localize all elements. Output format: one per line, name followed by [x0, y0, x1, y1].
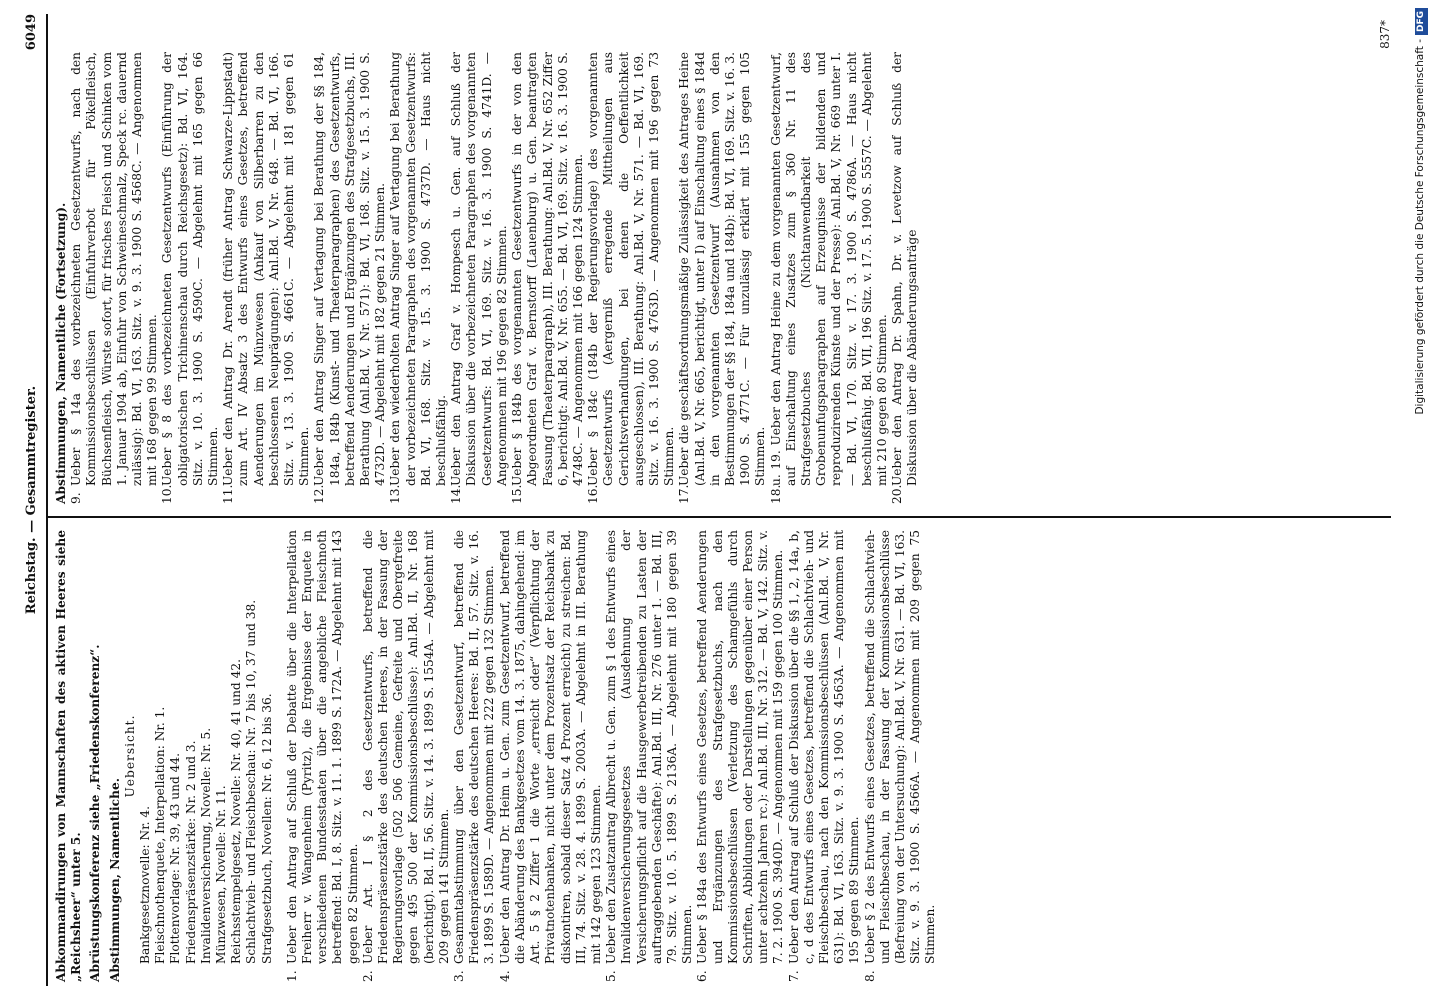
vote-number: 18.: [768, 484, 783, 504]
vote-number: 8.: [862, 970, 877, 982]
vote-text: Ueber § 184c (184b der Regierungsvorlage) des vorgenannten Gesetzentwurfs (Aergerniß erregende Mittheilungen aus Gerichtsverhandlungen, bei denen die Oeffentlichkeit ausgeschlossen), III. Berathung: Anl.Bd. V, Nr. 571. — Bd. VI, 169. Sitz. v. 16. 3. 1900 S. 4763D. — Angenommen mit 196 gegen 73 Stimmen.: [586, 52, 677, 486]
vote-entry: [586, 52, 677, 504]
entry-abruestungskonferenz: Abrüstungskonferenz siehe „Friedenskonferenz“.: [88, 644, 103, 982]
vote-text: Ueber die geschäftsordnungsmäßige Zulässigkeit des Antrages Heine (Anl.Bd. V, Nr. 665, berichtigt, unter I) auf Einschaltung eines § 184d in den vorgenannten Gesetzentwurf (Ausnahmen von den Bestimmungen der §§ 184, 184a und 184b): Bd. VI, 169. Sitz. v. 16. 3. 1900 S. 4771C. — Für unzulässig erklärt mit 155 gegen 105 Stimmen.: [677, 52, 768, 486]
vote-text: Ueber § 2 des Entwurfs eines Gesetzes, betreffend die Schlachtvieh- und Fleischbeschau, in der Fassung der Kommissionsbeschlüsse (Befreiung von der Untersuchung): Anl.Bd. V, Nr. 631. — Bd. VI, 163. Sitz. v. 9. 3. 1900 S. 4566A. — Angenommen mit 209 gegen 75 Stimmen.: [862, 530, 938, 964]
overview-title: Uebersicht.: [122, 714, 137, 798]
vote-entry: [510, 52, 586, 504]
vote-text: Gesammtabstimmung über den Gesetzentwurf, betreffend die Friedenspräsenzstärke des deutschen Heeres: Bd. II, 57. Sitz. v. 16. 3. 1899 S. 1589D. — Angenommen mit 222 gegen 132 Stimmen.: [452, 530, 497, 964]
vote-text: Ueber Art. I § 2 des Gesetzentwurfs, betreffend die Friedenspräsenzstärke des deutschen Heeres, in der Fassung der Regierungsvorlage (502 506 Gemeine, Gefreite und Obergefreite gegen 495 500 der Kommissionsbeschlüsse): Anl.Bd. II, Nr. 168 (berichtigt). Bd. II, 56. Sitz. v. 14. 3. 1899 S. 1554A. — Abgelehnt mit 209 gegen 141 Stimmen.: [360, 530, 451, 964]
vote-number: 6.: [695, 970, 710, 982]
overview-item: Invalidenversicherung, Novelle: Nr. 5.: [198, 727, 213, 964]
vote-entry: [890, 52, 920, 504]
running-title: Reichstag. — Gesammtregister.: [24, 385, 39, 615]
vote-entry: [285, 530, 361, 982]
overview-item: Friedenspräsenzstärke: Nr. 2 und 3.: [183, 740, 198, 964]
vote-text: Ueber den Antrag Dr. Arendt (früher Antrag Schwarze-Lippstadt) zum Art. IV Absatz 3 des Entwurfs eines Gesetzes, betreffend Aenderungen im Münzwesen (Ankauf von Silberbarren zu den beschlossenen Neuprägungen): Anl.Bd. V, Nr. 648. — Bd. VI, 166. Sitz. v. 13. 3. 1900 S. 4661C. — Abgelehnt mit 181 gegen 61 Stimmen.: [221, 52, 312, 486]
vote-text: Ueber den Antrag auf Schluß der Debatte über die Interpellation Freiherr v. Wangenheim (Pyritz), die Ergebnisse der Enquete in verschiedenen Bundesstaaten über die angebliche Fleischnoth betreffend: Bd. I, 8. Sitz. v. 11. 1. 1899 S. 172A. — Abgelehnt mit 143 gegen 82 Stimmen.: [284, 530, 360, 964]
vote-text: Ueber § 184a des Entwurfs eines Gesetzes, betreffend Aenderungen und Ergänzungen des Strafgesetzbuchs, nach den Kommissionsbeschlüssen (Verletzung des Schamgefühls durch Schriften, Abbildungen oder Darstellungen gegenüber einer Person unter achtzehn Jahren rc.): Anl.Bd. III, Nr. 312. — Bd. V, 142. Sitz. v. 7. 2. 1900 S. 3940D. — Angenommen mit 159 gegen 100 Stimmen.: [695, 530, 786, 964]
continued-heading: Abstimmungen, Namentliche (Fortsetzung).: [54, 202, 68, 504]
vote-number: 14.: [449, 484, 464, 504]
column-divider: [46, 516, 1391, 518]
vote-entry: [452, 530, 498, 982]
vote-number: 3.: [452, 970, 467, 982]
vote-number: 11.: [221, 484, 236, 504]
vote-text: Ueber den wiederholten Antrag Singer auf Vertagung bei Berathung der vorbezeichneten Paragraphen des vorgenannten Gesetzentwurfs: Bd. VI, 168. Sitz. v. 15. 3. 1900 S. 4737D. — Haus nicht beschlußfähig.: [388, 52, 449, 486]
overview-item: Bankgesetznovelle: Nr. 4.: [138, 805, 153, 964]
vote-entry: [388, 52, 449, 504]
vote-entry: [221, 52, 312, 504]
vote-entry: [69, 52, 160, 504]
entry-abkommandierungen: Abkommandirungen von Mannschaften des aktiven Heeres siehe „Reichsheer“ unter 5.: [54, 530, 84, 982]
overview-item: Münzwesen, Novelle: Nr. 11.: [214, 785, 229, 964]
vote-text: Ueber § 184b des vorgenannten Gesetzentwurfs in der von den Abgeordneten Graf v. Bernstorff (Lauenburg) u. Gen. beantragten Fassung (Theaterparagraph), III. Berathung: Anl.Bd. V, Nr. 652 Ziffer 6, berichtigt: Anl.Bd. V, Nr. 655. — Bd. VI, 169. Sitz. v. 16. 3. 1900 S. 4748C. — Angenommen mit 166 gegen 124 Stimmen.: [510, 52, 585, 486]
vote-number: 15.: [510, 484, 525, 504]
vote-number: 2.: [360, 970, 375, 982]
vote-number: 20.: [890, 484, 905, 504]
vote-number: 7.: [786, 970, 801, 982]
left-column: [54, 530, 939, 982]
vote-text: Ueber den Antrag Dr. Heim u. Gen. zum Gesetzentwurf, betreffend die Abänderung des Bankgesetzes vom 14. 3. 1875, dahingehend: im Art. 5 § 2 Ziffer 1 die Worte „erreicht oder“ (Verpflichtung der Privatnotenbanken, nicht unter dem Prozentsatz der Reichsbank zu diskontiren, sobald dieser Satz 4 Prozent erreicht) zu streichen: Bd. III, 74. Sitz. v. 28. 4. 1899 S. 2003A. — Abgelehnt in III. Berathung mit 142 gegen 123 Stimmen.: [497, 530, 603, 964]
vote-entry: [863, 530, 939, 982]
overview-item: Reichsstempelgesetz, Novelle: Nr. 40, 41 und 42.: [229, 659, 244, 964]
vote-text: Ueber § 8 des vorbezeichneten Gesetzentwurfs (Einführung der obligatorischen Trichinenschau durch Reichsgesetz): Bd. VI, 164. Sitz. v. 10. 3. 1900 S. 4590C. — Abgelehnt mit 165 gegen 66 Stimmen.: [160, 52, 221, 486]
vote-number: 9.: [69, 492, 84, 504]
vote-number: 4.: [497, 970, 512, 982]
vote-text: Ueber den Antrag Graf v. Hompesch u. Gen. auf Schluß der Diskussion über die vorbezeichneten Paragraphen des vorgenannten Gesetzentwurfs: Bd. VI, 169. Sitz. v. 16. 3. 1900 S. 4741D. — Angenommen mit 196 gegen 82 Stimmen.: [449, 52, 509, 486]
overview-item: Strafgesetzbuch, Novellen: Nr. 6, 12 bis 36.: [259, 693, 274, 964]
overview-item: Flottenvorlage: Nr. 39, 43 und 44.: [168, 752, 183, 964]
page-number: 6049: [24, 14, 39, 51]
vote-text: Ueber den Antrag Singer auf Vertagung bei Berathung der §§ 184, 184a, 184b (Kunst- und Theaterparagraphen) des Gesetzentwurfs, betreffend Aenderungen und Ergänzungen des Strafgesetzbuchs, III. Berathung (Anl.Bd. V, Nr. 571): Bd. VI, 168. Sitz. v. 15. 3. 1900 S. 4732D. — Abgelehnt mit 182 gegen 21 Stimmen.: [312, 52, 388, 486]
vote-text: Ueber den Zusatzantrag Albrecht u. Gen. zum § 1 des Entwurfs eines Invalidenversicherungsgesetzes (Ausdehnung der Versicherungspflicht auf die Hausgewerbetreibenden zu Lasten der auftraggebenden Geschäfte): Anl.Bd. III, Nr. 276 unter 1. — Bd. III, 79. Sitz. v. 10. 5. 1899 S. 2136A. — Abgelehnt mit 180 gegen 39 Stimmen.: [604, 530, 695, 964]
vote-number: 17.: [677, 484, 692, 504]
overview-list: [138, 530, 275, 982]
vote-text: Ueber § 14a des vorbezeichneten Gesetzentwurfs, nach den Kommissionsbeschlüssen (Einfuhrverbot für Pökelfleisch, Büchsenfleisch, Würste sofort, für frisches Fleisch und Schinken vom 1. Januar 1904 ab, Einfuhr von Schweineschmalz, Speck rc. dauernd zulässig): Bd. VI, 163. Sitz. v. 9. 3. 1900 S. 4568C. — Angenommen mit 168 gegen 99 Stimmen.: [69, 52, 160, 486]
header-rule: [46, 14, 48, 986]
vote-entry: [498, 530, 604, 982]
signature-mark: 837*: [1378, 20, 1392, 49]
vote-entry: [677, 52, 768, 504]
vote-entry: [695, 530, 786, 982]
vote-entry: [787, 530, 863, 982]
credit-text: Digitalisierung gefördert durch die Deutsche Forschungsgemeinschaft -: [1414, 39, 1426, 415]
overview-item: Schlachtvieh- und Fleischbeschau: Nr. 7 bis 10, 37 und 38.: [244, 599, 259, 964]
vote-number: 1.: [284, 970, 299, 982]
vote-entry: [361, 530, 452, 982]
vote-entry: [449, 52, 510, 504]
vote-entry: [769, 52, 891, 504]
vote-number: 13.: [388, 484, 403, 504]
vote-number: 16.: [586, 484, 601, 504]
vote-text: Ueber den Antrag auf Schluß der Diskussion über die §§ 1, 2, 14a, b, c, d des Entwurfs eines Gesetzes, betreffend die Schlachtvieh- und Fleischbeschau, nach den Kommissionsbeschlüssen (Anl.Bd. V, Nr. 631): Bd. VI, 163. Sitz. v. 9. 3. 1900 S. 4563A. — Angenommen mit 195 gegen 89 Stimmen.: [786, 530, 862, 964]
vote-number: 5.: [604, 970, 619, 982]
vote-text: u. 19. Ueber den Antrag Heine zu dem vorgenannten Gesetzentwurf, auf Einschaltung eines Zusatzes zum § 360 Nr. 11 des Strafgesetzbuches (Nichtanwendbarkeit des Grobenunfugsparagraphen auf Erzeugnisse der bildenden und reproduzirenden Künste und der Presse): Anl.Bd. V, Nr. 669 unter I. — Bd. VI, 170. Sitz. v. 17. 3. 1900 S. 4786A. — Haus nicht beschlußfähig. Bd. VII, 196 Sitz. v. 17. 5. 1900 S. 5557C. — Abgelehnt mit 210 gegen 80 Stimmen.: [768, 52, 889, 486]
vote-text: Ueber den Antrag Dr. Spahn, Dr. v. Levetzow auf Schluß der Diskussion über die Abänderungsanträge: [890, 52, 920, 486]
vote-number: 12.: [312, 484, 327, 504]
entry-abstimmungen: Abstimmungen, Namentliche.: [107, 778, 122, 982]
dfg-logo: DFG: [1415, 8, 1428, 35]
vote-entry: [604, 530, 695, 982]
digitization-credit: [1410, 8, 1430, 998]
vote-entry: [160, 52, 221, 504]
digitization-credit-label: [1410, 8, 1430, 998]
vote-number: 10.: [160, 484, 175, 504]
right-column: [54, 52, 921, 504]
vote-entry: [312, 52, 388, 504]
overview-item: Fleischnothenquete, Interpellation: Nr. 1.: [153, 706, 168, 964]
